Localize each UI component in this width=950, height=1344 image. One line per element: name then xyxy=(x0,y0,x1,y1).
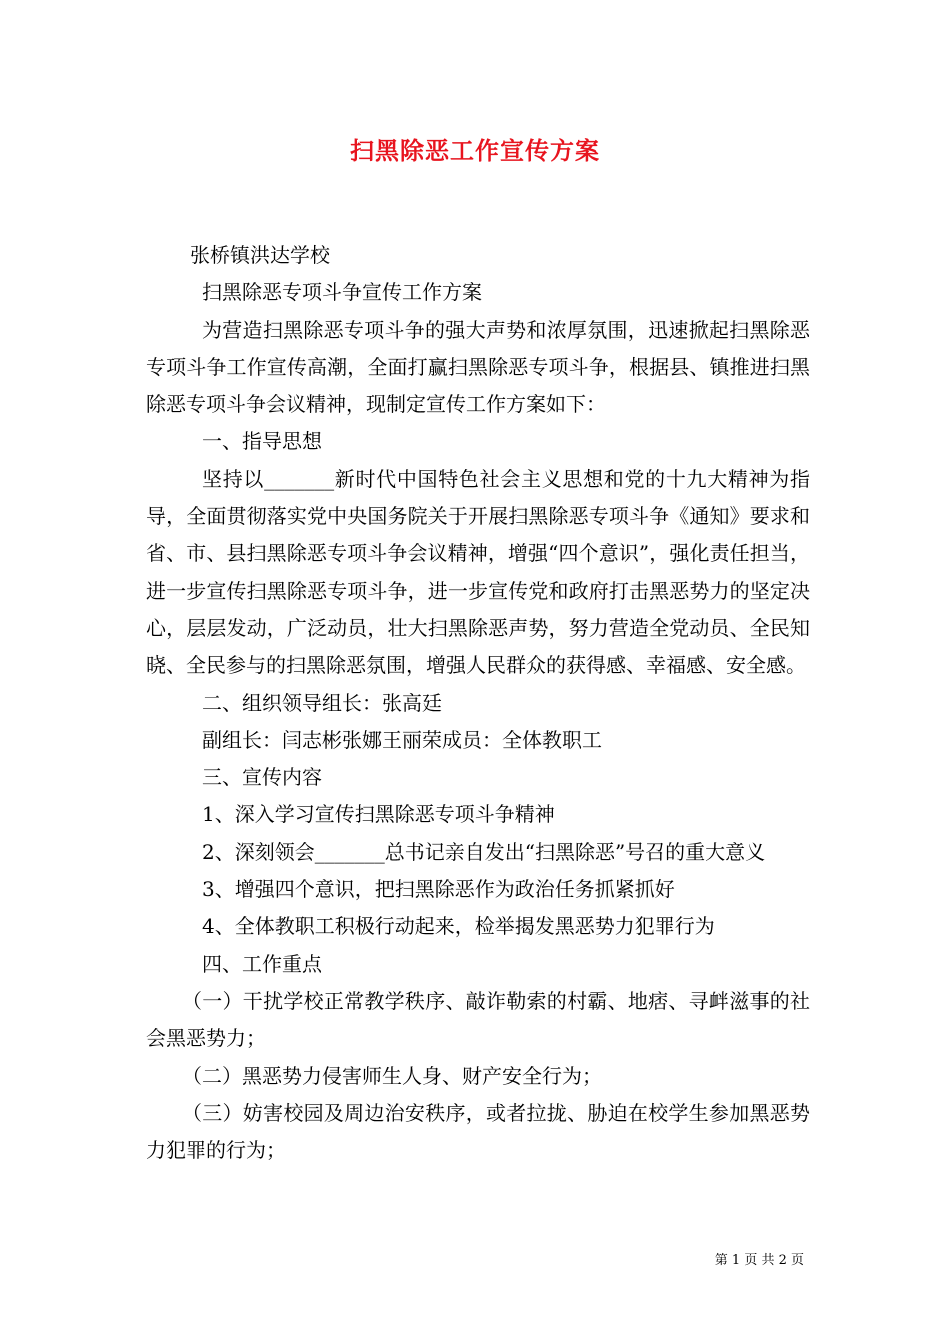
focus-item-2: （二）黑恶势力侵害师生人身、财产安全行为； xyxy=(182,1063,602,1088)
content-item-3: 3、增强四个意识，把扫黑除恶作为政治任务抓紧抓好 xyxy=(202,877,675,902)
leadership-members: 副组长：闫志彬张娜王丽荣成员：全体教职工 xyxy=(202,727,602,752)
page-number: 第 1 页 共 2 页 xyxy=(714,1253,804,1268)
section-heading-1: 一、指导思想 xyxy=(202,429,322,454)
content-item-2: 2、深刻领会_______总书记亲自发出“扫黑除恶”号召的重大意义 xyxy=(202,839,766,864)
content-item-1: 1、深入学习宣传扫黑除恶专项斗争精神 xyxy=(202,802,555,827)
guiding-thought-paragraph: 坚持以_______新时代中国特色社会主义思想和党的十九大精神为指导，全面贯彻落实党中央国务院关于开展扫黑除恶专项斗争《通知》要求和省、市、县扫黑除恶专项斗争会议精神，增强“四个意识”，强化责任担当，进一步宣传扫黑除恶专项斗争，进一步宣传党和政府打击黑恶势力的坚定决心，层层发动，广泛动员，壮大扫黑除恶声势，努力营造全党动员、全民知晓、全民参与的扫黑除恶氛围，增强人民群众的获得感、幸福感、安全感。 xyxy=(146,466,810,678)
content-item-4: 4、全体教职工积极行动起来，检举揭发黑恶势力犯罪行为 xyxy=(202,914,715,939)
focus-item-3: （三）妨害校园及周边治安秩序，或者拉拢、胁迫在校学生参加黑恶势力犯罪的行为； xyxy=(146,1100,810,1163)
intro-paragraph: 为营造扫黑除恶专项斗争的强大声势和浓厚氛围，迅速掀起扫黑除恶专项斗争工作宣传高潮，全面打赢扫黑除恶专项斗争，根据县、镇推进扫黑除恶专项斗争会议精神，现制定宣传工作方案如下： xyxy=(146,317,810,417)
document-title: 扫黑除恶工作宣传方案 xyxy=(350,136,600,165)
document-body xyxy=(146,237,810,1169)
plan-subtitle: 扫黑除恶专项斗争宣传工作方案 xyxy=(202,280,482,305)
section-heading-4: 四、工作重点 xyxy=(202,951,322,976)
school-name: 张桥镇洪达学校 xyxy=(190,243,330,267)
focus-item-1: （一）干扰学校正常教学秩序、敲诈勒索的村霸、地痞、寻衅滋事的社会黑恶势力； xyxy=(146,988,810,1051)
section-heading-3: 三、宣传内容 xyxy=(202,765,322,790)
section-heading-2: 二、组织领导组长：张高廷 xyxy=(202,690,442,715)
